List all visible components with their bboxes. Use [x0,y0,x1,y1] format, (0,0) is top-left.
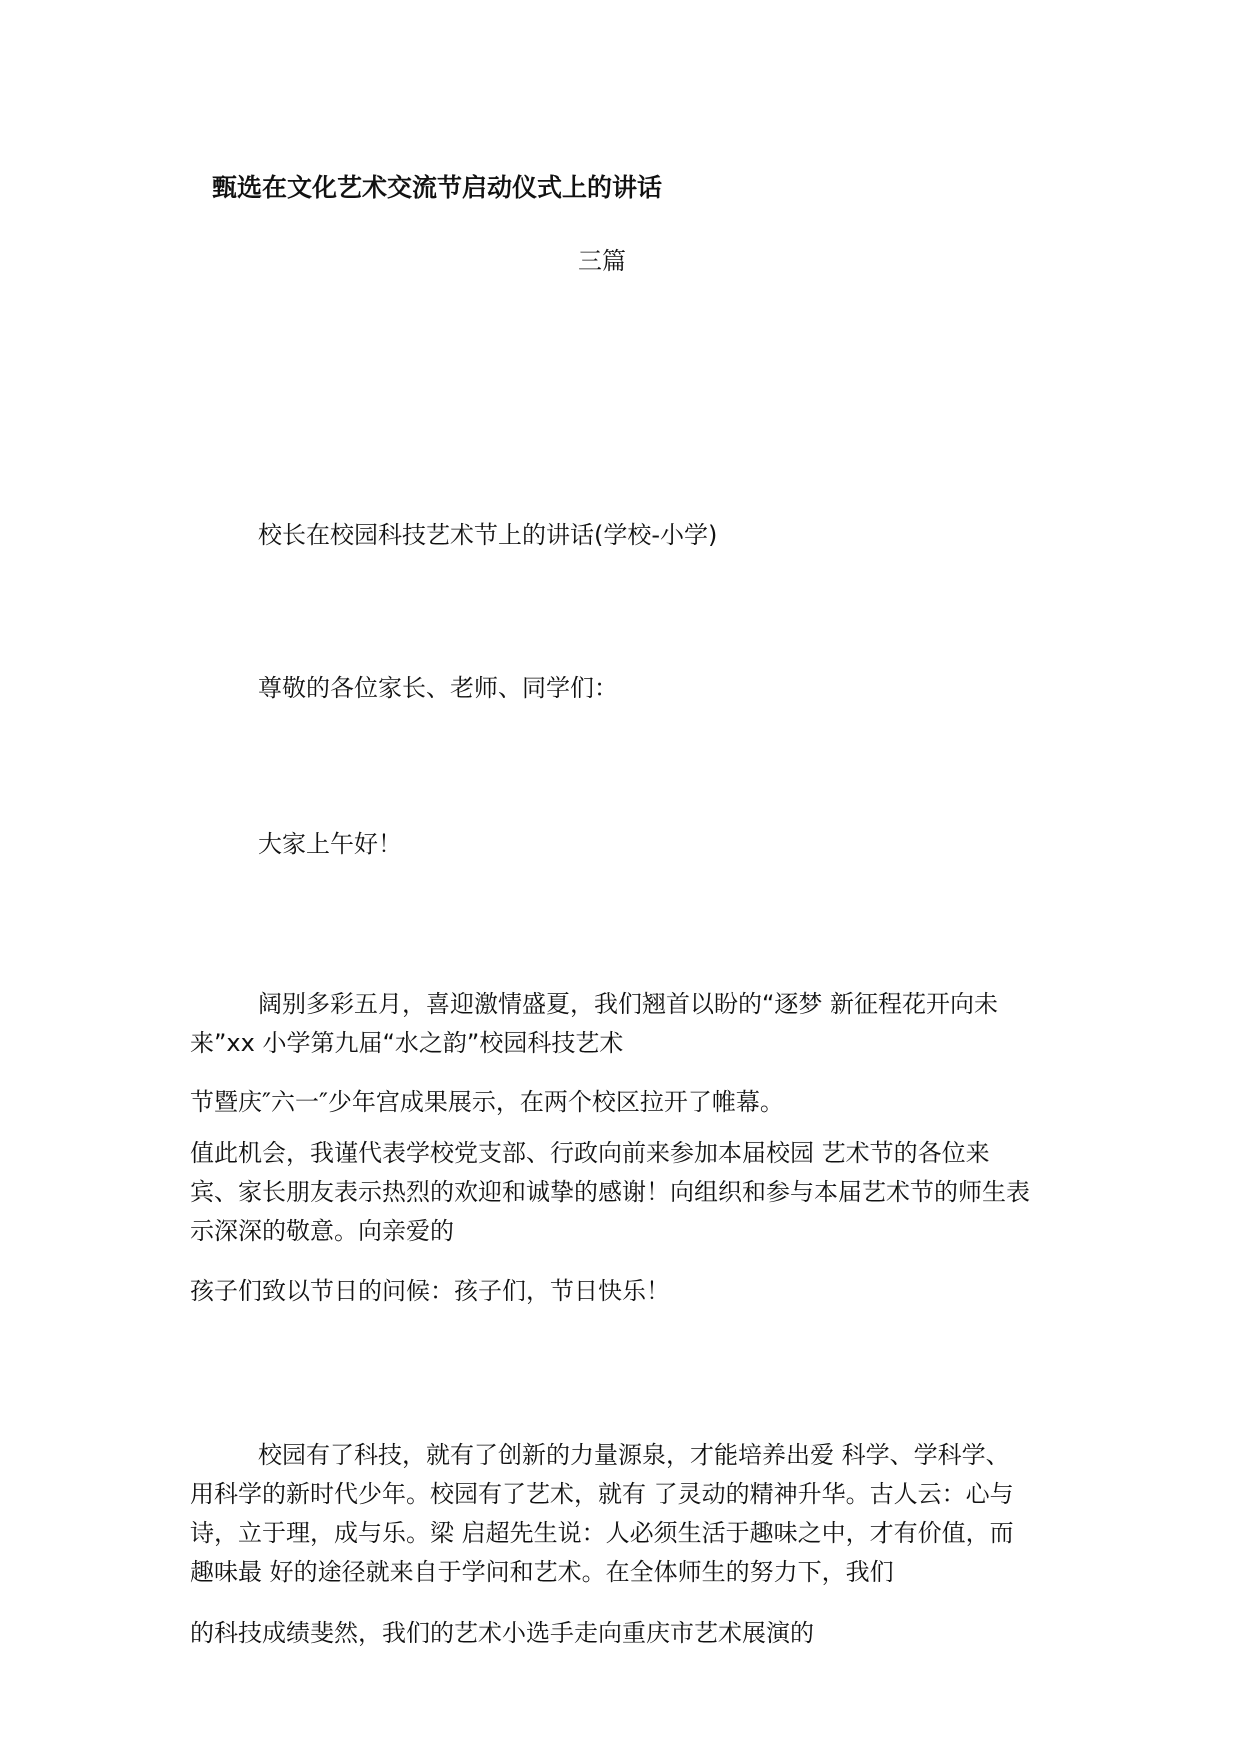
document-title: 甄选在文化艺术交流节启动仪式上的讲话 [212,173,663,202]
paragraph-4: 孩子们致以节日的问候：孩子们，节日快乐！ [190,1277,670,1305]
paragraph-3-line-2: 宾、家长朋友表示热烈的欢迎和诚挚的感谢！向组织和参与本届艺术节的师生表 [190,1178,1030,1206]
document-subtitle: 三篇 [578,247,626,275]
paragraph-6: 的科技成绩斐然，我们的艺术小选手走向重庆市艺术展演的 [190,1619,814,1647]
speech-heading: 校长在校园科技艺术节上的讲话(学校-小学) [258,521,718,549]
paragraph-5-line-2: 用科学的新时代少年。校园有了艺术，就有 了灵动的精神升华。古人云：心与 [190,1480,1014,1508]
paragraph-5 [190,1436,1070,1592]
paragraph-5-line-1: 校园有了科技，就有了创新的力量源泉，才能培养出爱 科学、学科学、 [258,1441,1010,1469]
paragraph-1 [190,985,1070,1063]
salutation: 尊敬的各位家长、老师、同学们： [258,674,618,702]
paragraph-5-line-3: 诗，立于理，成与乐。梁 启超先生说：人必须生活于趣味之中，才有价值，而 [190,1519,1014,1547]
paragraph-3 [190,1134,1070,1251]
paragraph-2: 节暨庆″六一″少年宫成果展示，在两个校区拉开了帷幕。 [190,1088,784,1116]
paragraph-1-line-2: 来”xx 小学第九届“水之韵”校园科技艺术 [190,1029,624,1057]
paragraph-1-line-1: 阔别多彩五月，喜迎激情盛夏，我们翘首以盼的“逐梦 新征程花开向未 [258,990,999,1018]
greeting: 大家上午好！ [258,830,402,858]
paragraph-5-line-4: 趣味最 好的途径就来自于学问和艺术。在全体师生的努力下，我们 [190,1558,894,1586]
paragraph-3-line-3: 示深深的敬意。向亲爱的 [190,1217,454,1245]
paragraph-3-line-1: 值此机会，我谨代表学校党支部、行政向前来参加本届校园 艺术节的各位来 [190,1139,990,1167]
